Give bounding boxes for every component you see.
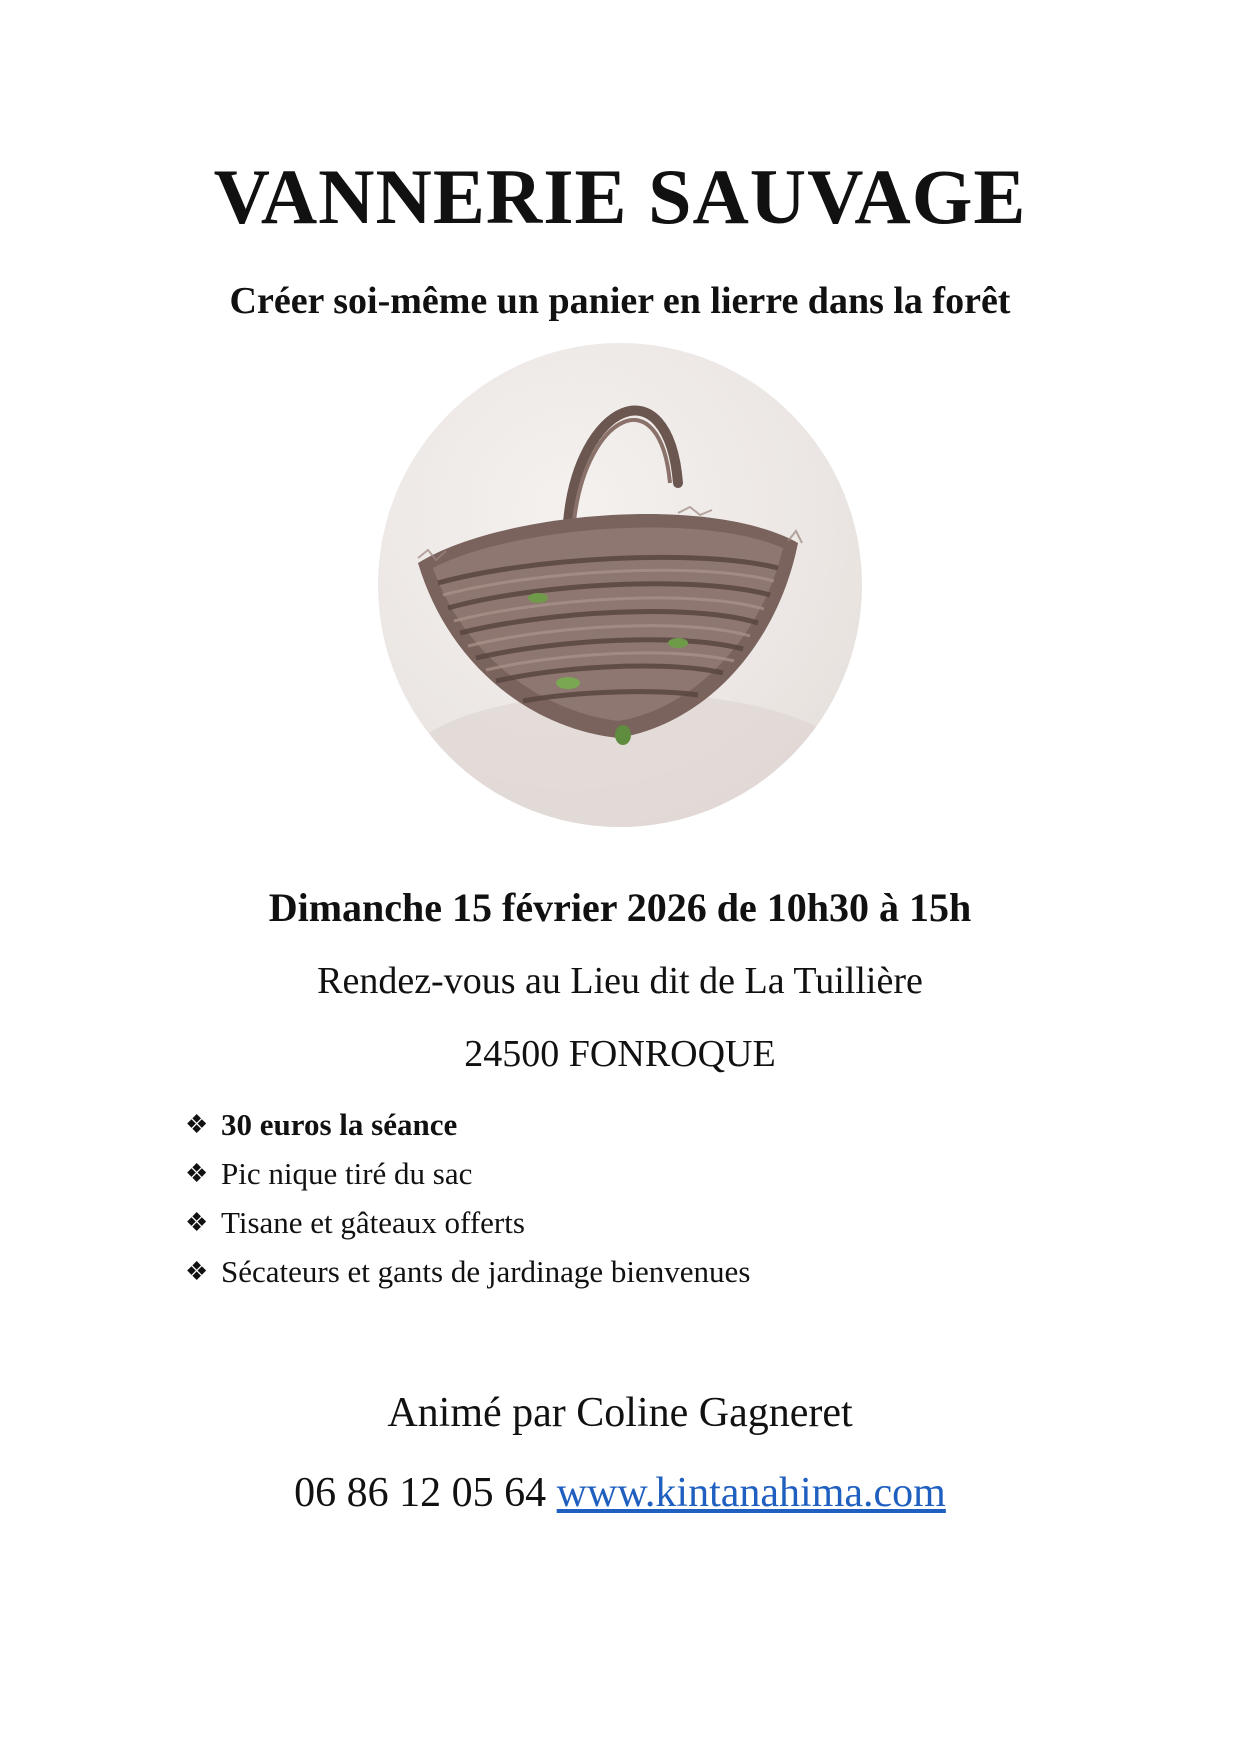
- diamond-bullet-icon: ❖: [185, 1158, 209, 1188]
- basket-photo: [378, 343, 862, 827]
- diamond-bullet-icon: ❖: [185, 1109, 209, 1139]
- list-item: [185, 1198, 1085, 1247]
- phone-number: 06 86 12 05 64: [294, 1470, 547, 1516]
- list-item: [185, 1100, 1085, 1149]
- info-list: [185, 1100, 1085, 1296]
- tea-text: Tisane et gâteaux offerts: [221, 1204, 525, 1240]
- list-item: [185, 1149, 1085, 1198]
- host-line: Animé par Coline Gagneret: [387, 1390, 853, 1436]
- website-link[interactable]: www.kintanahima.com: [556, 1470, 946, 1516]
- price-text: 30 euros la séance: [221, 1106, 458, 1142]
- picnic-text: Pic nique tiré du sac: [221, 1155, 473, 1191]
- page-title: VANNERIE SAUVAGE: [213, 153, 1027, 240]
- diamond-bullet-icon: ❖: [185, 1256, 209, 1286]
- diamond-bullet-icon: ❖: [185, 1207, 209, 1237]
- event-postal-city: 24500 FONROQUE: [464, 1033, 776, 1075]
- contact-line: [0, 1472, 1240, 1514]
- event-location: Rendez-vous au Lieu dit de La Tuillière: [317, 960, 923, 1002]
- event-date: Dimanche 15 février 2026 de 10h30 à 15h: [268, 885, 972, 930]
- basket-illustration: [378, 343, 862, 827]
- page-subtitle: Créer soi-même un panier en lierre dans la forêt: [229, 280, 1011, 322]
- tools-text: Sécateurs et gants de jardinage bienvenues: [221, 1253, 751, 1289]
- list-item: [185, 1247, 1085, 1296]
